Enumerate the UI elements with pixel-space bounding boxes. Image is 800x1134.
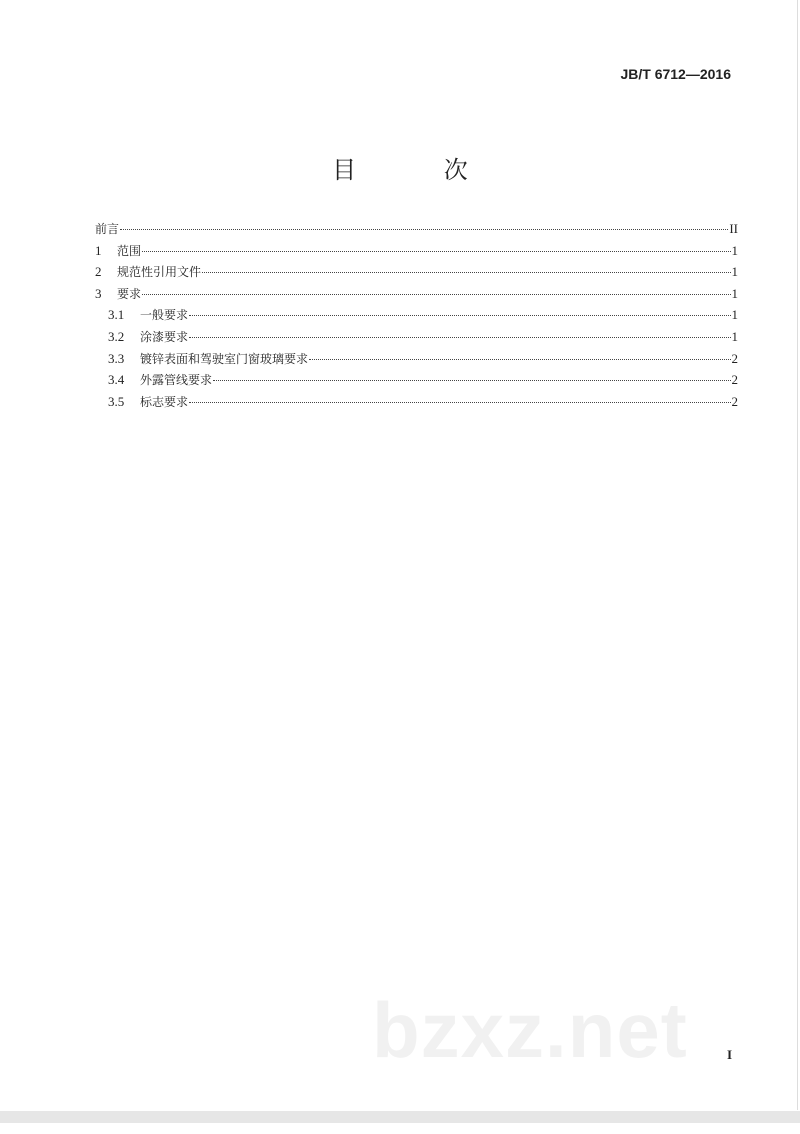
toc-entry-label: 标志要求 bbox=[140, 394, 189, 409]
toc-entry[interactable] bbox=[95, 371, 738, 393]
toc-entry-label: 镀锌表面和驾驶室门窗玻璃要求 bbox=[140, 351, 309, 366]
next-page-edge bbox=[0, 1123, 800, 1134]
toc-entry-page: 2 bbox=[731, 393, 738, 409]
toc-entry-page: 1 bbox=[731, 242, 738, 258]
page-title: 目 次 bbox=[332, 156, 508, 184]
toc-entry-label: 范围 bbox=[117, 243, 142, 258]
dot-leader bbox=[120, 229, 728, 230]
toc-entry[interactable] bbox=[95, 393, 738, 415]
dot-leader bbox=[189, 337, 730, 338]
toc-entry[interactable] bbox=[95, 220, 738, 242]
toc-entry-page: 1 bbox=[731, 285, 738, 301]
dot-leader bbox=[213, 380, 730, 381]
toc-entry-page: II bbox=[729, 221, 738, 236]
toc-entry[interactable] bbox=[95, 242, 738, 264]
dot-leader bbox=[189, 402, 730, 403]
dot-leader bbox=[189, 315, 730, 316]
toc-entry[interactable] bbox=[95, 306, 738, 328]
toc-entry-number: 1 bbox=[95, 242, 102, 258]
toc-entry-page: 2 bbox=[731, 350, 738, 366]
toc-entry-page: 1 bbox=[731, 328, 738, 344]
page-number: I bbox=[727, 1047, 733, 1062]
toc-entry-number: 3.4 bbox=[108, 372, 125, 388]
toc-entry-number: 3 bbox=[95, 285, 102, 301]
toc-entry-page: 1 bbox=[731, 307, 738, 323]
toc-entry-number: 2 bbox=[95, 264, 102, 280]
table-of-contents bbox=[95, 220, 738, 414]
toc-entry-number: 3.2 bbox=[108, 328, 125, 344]
toc-entry-label: 外露管线要求 bbox=[140, 373, 213, 388]
toc-entry[interactable] bbox=[95, 350, 738, 372]
dot-leader bbox=[142, 294, 730, 295]
toc-entry-label: 规范性引用文件 bbox=[117, 265, 202, 280]
toc-entry-number: 3.1 bbox=[108, 307, 125, 323]
toc-entry-page: 1 bbox=[731, 264, 738, 280]
dot-leader bbox=[309, 359, 730, 360]
toc-entry-page: 2 bbox=[731, 372, 738, 388]
toc-entry-label: 前言 bbox=[95, 222, 120, 236]
dot-leader bbox=[142, 251, 730, 252]
dot-leader bbox=[202, 272, 730, 273]
toc-entry-label: 涂漆要求 bbox=[140, 329, 189, 344]
toc-entry[interactable] bbox=[95, 263, 738, 285]
toc-entry[interactable] bbox=[95, 285, 738, 307]
toc-entry-label: 要求 bbox=[117, 286, 142, 301]
toc-entry-label: 一般要求 bbox=[140, 308, 189, 323]
toc-entry-number: 3.3 bbox=[108, 350, 125, 366]
document-number: JB/T 6712—2016 bbox=[620, 66, 731, 82]
toc-entry[interactable] bbox=[95, 328, 738, 350]
page-separator bbox=[0, 1111, 800, 1123]
watermark: bzxz.net bbox=[372, 986, 688, 1074]
toc-entry-number: 3.5 bbox=[108, 393, 125, 409]
